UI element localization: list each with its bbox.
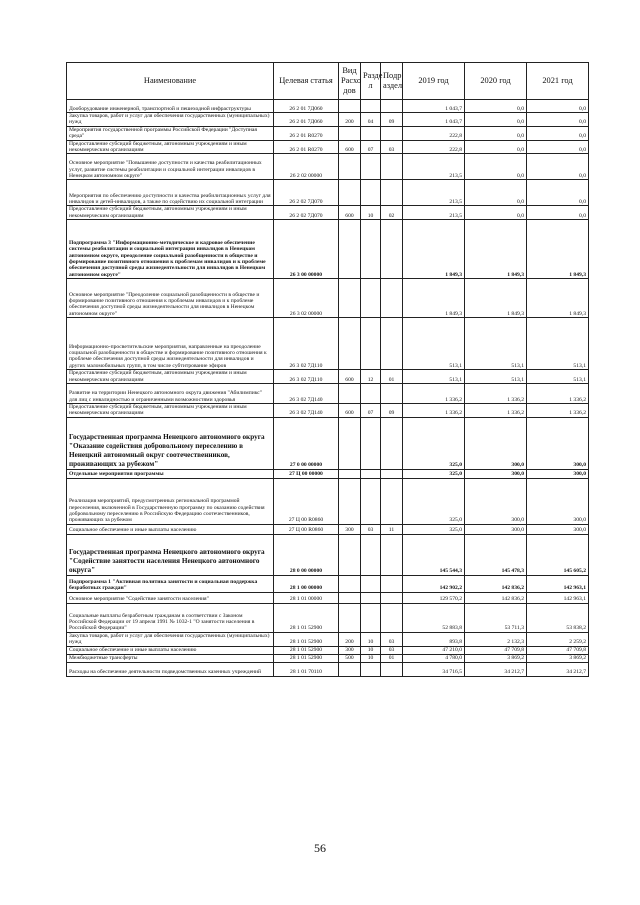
cell-vid: 600 xyxy=(339,140,361,154)
cell-y2021: 0,0 xyxy=(527,140,589,154)
table-row xyxy=(67,662,589,676)
cell-name: Предоставление субсидий бюджетным, автономным учреждениям и иным некоммерческим организациям xyxy=(67,206,274,220)
cell-vid xyxy=(339,592,361,603)
cell-y2021: 1 336,2 xyxy=(527,384,589,404)
table-row xyxy=(67,646,589,654)
cell-y2021: 34 212,7 xyxy=(527,662,589,676)
cell-razdel: 03 xyxy=(361,524,381,534)
cell-podrazdel xyxy=(381,318,403,370)
cell-podrazdel xyxy=(381,154,403,180)
cell-vid xyxy=(339,534,361,575)
table-row xyxy=(67,113,589,127)
cell-razdel xyxy=(361,126,381,140)
cell-razdel: 04 xyxy=(361,113,381,127)
cell-vid: 500 xyxy=(339,654,361,662)
cell-code: 26 2 01 7Д060 xyxy=(274,113,339,127)
table-row xyxy=(67,370,589,384)
cell-name: Закупка товаров, работ и услуг для обеспечения государственных (муниципальных) нужд xyxy=(67,113,274,127)
cell-code: 26 2 02 7Д070 xyxy=(274,206,339,220)
cell-name: Мероприятия государственной программы Российской Федерации "Доступная среда" xyxy=(67,126,274,140)
cell-code: 26 3 02 7Д140 xyxy=(274,384,339,404)
cell-code: 26 2 02 00000 xyxy=(274,154,339,180)
table-row xyxy=(67,126,589,140)
cell-razdel xyxy=(361,534,381,575)
cell-y2021: 300,0 xyxy=(527,469,589,478)
cell-code: 28 1 01 52900 xyxy=(274,654,339,662)
cell-podrazdel xyxy=(381,180,403,206)
cell-name: Основное мероприятие "Преодоление социальной разобщенности в обществе и формирование позитивного отношения к проблемам инвалидов и к проблеме обеспечения доступной среды жизнедеятельности для инвалидов в Ненецком автономном округе" xyxy=(67,279,274,318)
cell-y2019: 1 336,2 xyxy=(403,384,465,404)
table-row xyxy=(67,654,589,662)
cell-podrazdel: 02 xyxy=(381,206,403,220)
cell-vid: 200 xyxy=(339,632,361,646)
table-row xyxy=(67,318,589,370)
cell-name: Отдельные мероприятия программы xyxy=(67,469,274,478)
cell-y2019: 513,1 xyxy=(403,370,465,384)
cell-vid xyxy=(339,220,361,279)
cell-name: Дооборудование инженерной, транспортной и пешеходной инфраструктуры xyxy=(67,100,274,113)
cell-razdel xyxy=(361,100,381,113)
cell-y2019: 325,0 xyxy=(403,417,465,469)
cell-y2020: 34 212,7 xyxy=(465,662,527,676)
cell-y2020: 0,0 xyxy=(465,180,527,206)
table-row xyxy=(67,632,589,646)
cell-vid xyxy=(339,180,361,206)
cell-y2021: 0,0 xyxy=(527,206,589,220)
cell-podrazdel xyxy=(381,126,403,140)
cell-name: Закупка товаров, работ и услуг для обеспечения государственных (муниципальных) нужд xyxy=(67,632,274,646)
table-row xyxy=(67,524,589,534)
cell-vid: 600 xyxy=(339,370,361,384)
cell-code: 26 3 00 00000 xyxy=(274,220,339,279)
cell-y2021: 300,0 xyxy=(527,478,589,524)
cell-y2019: 1 849,3 xyxy=(403,279,465,318)
cell-name: Межбюджетные трансферты xyxy=(67,654,274,662)
cell-y2021: 0,0 xyxy=(527,180,589,206)
cell-podrazdel xyxy=(381,279,403,318)
table-row xyxy=(67,154,589,180)
cell-name: Предоставление субсидий бюджетным, автономным учреждениям и иным некоммерческим организациям xyxy=(67,370,274,384)
cell-podrazdel xyxy=(381,100,403,113)
cell-vid xyxy=(339,154,361,180)
cell-razdel xyxy=(361,469,381,478)
cell-y2019: 213,5 xyxy=(403,206,465,220)
cell-y2021: 53 838,2 xyxy=(527,603,589,632)
cell-y2020: 142 836,2 xyxy=(465,592,527,603)
cell-razdel: 07 xyxy=(361,140,381,154)
cell-podrazdel xyxy=(381,384,403,404)
cell-y2020: 300,0 xyxy=(465,417,527,469)
cell-y2019: 513,1 xyxy=(403,318,465,370)
cell-code: 27 Ц 00 00000 xyxy=(274,469,339,478)
cell-y2019: 1 043,7 xyxy=(403,113,465,127)
cell-y2019: 4 780,0 xyxy=(403,654,465,662)
cell-y2021: 3 869,2 xyxy=(527,654,589,662)
cell-vid: 300 xyxy=(339,524,361,534)
cell-razdel: 10 xyxy=(361,206,381,220)
cell-y2021: 0,0 xyxy=(527,154,589,180)
cell-vid xyxy=(339,575,361,592)
cell-code: 26 3 02 7Д110 xyxy=(274,318,339,370)
cell-code: 26 2 01 R0270 xyxy=(274,140,339,154)
cell-razdel: 10 xyxy=(361,654,381,662)
cell-y2019: 213,5 xyxy=(403,154,465,180)
cell-y2021: 300,0 xyxy=(527,524,589,534)
cell-y2021: 0,0 xyxy=(527,126,589,140)
cell-vid xyxy=(339,279,361,318)
cell-razdel: 07 xyxy=(361,404,381,418)
cell-razdel xyxy=(361,154,381,180)
cell-y2020: 142 836,2 xyxy=(465,575,527,592)
cell-y2019: 47 210,0 xyxy=(403,646,465,654)
cell-podrazdel: 11 xyxy=(381,524,403,534)
cell-y2019: 222,8 xyxy=(403,140,465,154)
cell-code: 28 1 01 52900 xyxy=(274,603,339,632)
cell-y2021: 47 709,8 xyxy=(527,646,589,654)
cell-y2019: 213,5 xyxy=(403,180,465,206)
header-section: Разде л xyxy=(361,63,381,100)
cell-podrazdel xyxy=(381,469,403,478)
cell-y2020: 0,0 xyxy=(465,154,527,180)
cell-y2021: 1 849,3 xyxy=(527,279,589,318)
cell-y2021: 1 849,3 xyxy=(527,220,589,279)
cell-podrazdel xyxy=(381,478,403,524)
cell-name: Предоставление субсидий бюджетным, автономным учреждениям и иным некоммерческим организациям xyxy=(67,140,274,154)
cell-vid xyxy=(339,478,361,524)
cell-y2019: 145 544,3 xyxy=(403,534,465,575)
cell-razdel: 10 xyxy=(361,646,381,654)
cell-y2021: 145 605,2 xyxy=(527,534,589,575)
cell-razdel xyxy=(361,417,381,469)
cell-y2020: 0,0 xyxy=(465,126,527,140)
cell-y2021: 1 336,2 xyxy=(527,404,589,418)
table-row xyxy=(67,417,589,469)
cell-y2021: 300,0 xyxy=(527,417,589,469)
cell-razdel xyxy=(361,220,381,279)
table-row xyxy=(67,206,589,220)
cell-name: Социальное обеспечение и иные выплаты населению xyxy=(67,646,274,654)
table-row xyxy=(67,603,589,632)
cell-y2021: 0,0 xyxy=(527,100,589,113)
cell-code: 26 2 02 7Д070 xyxy=(274,180,339,206)
table-row xyxy=(67,220,589,279)
cell-name: Подпрограмма 3 "Информационно-методическое и кадровое обеспечение системы реабилитации и социальной интеграции инвалидов в Ненецком автономном округе, преодоление социальной разобщенности в обществе и формирование позитивного отношения к проблемам инвалидов и к проблеме обеспечения доступной среды жизнедеятельности для инвалидов в Ненецком автономном округе" xyxy=(67,220,274,279)
cell-code: 27 0 00 00000 xyxy=(274,417,339,469)
cell-y2020: 1 336,2 xyxy=(465,404,527,418)
cell-y2020: 53 711,3 xyxy=(465,603,527,632)
cell-name: Основное мероприятие "Повышение доступности и качества реабилитационных услуг, развитие системы реабилитации и социальной интеграции инвалидов в Ненецком автономном округе" xyxy=(67,154,274,180)
header-expense-type: Вид Расхо дов xyxy=(339,63,361,100)
header-name: Наименование xyxy=(67,63,274,100)
cell-y2021: 513,1 xyxy=(527,318,589,370)
cell-name: Реализация мероприятий, предусмотренных региональной программой переселения, включенной в Государственную программу по оказанию содействия добровольному переселению в Российскую Федерацию соотечественников, проживающих за рубежом xyxy=(67,478,274,524)
cell-y2020: 1 849,3 xyxy=(465,279,527,318)
table-row xyxy=(67,100,589,113)
cell-y2020: 145 478,3 xyxy=(465,534,527,575)
cell-name: Расходы на обеспечение деятельности подведомственных казенных учреждений xyxy=(67,662,274,676)
cell-y2020: 300,0 xyxy=(465,469,527,478)
cell-y2019: 1 336,2 xyxy=(403,404,465,418)
cell-razdel: 12 xyxy=(361,370,381,384)
header-year-2021: 2021 год xyxy=(527,63,589,100)
cell-code: 26 2 01 7Д060 xyxy=(274,100,339,113)
cell-razdel xyxy=(361,603,381,632)
cell-podrazdel: 03 xyxy=(381,140,403,154)
cell-y2020: 513,1 xyxy=(465,370,527,384)
cell-razdel xyxy=(361,318,381,370)
cell-razdel xyxy=(361,662,381,676)
cell-code: 26 3 02 7Д140 xyxy=(274,404,339,418)
cell-podrazdel xyxy=(381,662,403,676)
cell-code: 28 1 01 52900 xyxy=(274,646,339,654)
cell-podrazdel: 03 xyxy=(381,632,403,646)
cell-code: 26 2 01 R0270 xyxy=(274,126,339,140)
cell-y2019: 325,0 xyxy=(403,478,465,524)
cell-podrazdel xyxy=(381,220,403,279)
cell-code: 27 Ц 00 R0860 xyxy=(274,524,339,534)
cell-y2020: 3 869,2 xyxy=(465,654,527,662)
cell-podrazdel: 09 xyxy=(381,113,403,127)
cell-y2020: 0,0 xyxy=(465,140,527,154)
cell-razdel xyxy=(361,592,381,603)
cell-razdel xyxy=(361,180,381,206)
cell-y2019: 325,0 xyxy=(403,524,465,534)
cell-vid: 600 xyxy=(339,404,361,418)
cell-vid xyxy=(339,100,361,113)
cell-name: Информационно-просветительские мероприятия, направленные на преодоление социальной разобщенности в обществе и формирование позитивного отношения к проблеме обеспечения доступной среды жизнедеятельности для инвалидов и других маломобильных групп, в том числе субтитрование эфиров xyxy=(67,318,274,370)
cell-y2019: 142 902,2 xyxy=(403,575,465,592)
cell-name: Подпрограмма 1 "Активная политика занятости и социальная поддержка безработных граждан" xyxy=(67,575,274,592)
cell-y2019: 52 883,8 xyxy=(403,603,465,632)
table-row xyxy=(67,180,589,206)
cell-y2019: 1 043,7 xyxy=(403,100,465,113)
cell-razdel: 10 xyxy=(361,632,381,646)
cell-name: Социальное обеспечение и иные выплаты населению xyxy=(67,524,274,534)
cell-code: 28 1 01 52900 xyxy=(274,632,339,646)
cell-y2019: 222,8 xyxy=(403,126,465,140)
cell-razdel xyxy=(361,478,381,524)
cell-name: Государственная программа Ненецкого автономного округа "Содействие занятости населения Ненецкого автономного округа" xyxy=(67,534,274,575)
cell-vid xyxy=(339,126,361,140)
table-row xyxy=(67,575,589,592)
cell-code: 28 1 01 00000 xyxy=(274,592,339,603)
header-target-article: Целевая статья xyxy=(274,63,339,100)
table-row xyxy=(67,384,589,404)
cell-y2019: 893,8 xyxy=(403,632,465,646)
table-row xyxy=(67,478,589,524)
cell-y2020: 1 849,3 xyxy=(465,220,527,279)
cell-podrazdel: 09 xyxy=(381,404,403,418)
cell-name: Государственная программа Ненецкого автономного округа "Оказание содействия добровольному переселению в Ненецкий автономный округ соотечественников, проживающих за рубежом" xyxy=(67,417,274,469)
table-row xyxy=(67,592,589,603)
cell-vid xyxy=(339,384,361,404)
cell-vid: 200 xyxy=(339,113,361,127)
cell-y2019: 34 716,5 xyxy=(403,662,465,676)
table-row xyxy=(67,469,589,478)
cell-vid: 300 xyxy=(339,646,361,654)
cell-y2020: 2 132,3 xyxy=(465,632,527,646)
cell-name: Предоставление субсидий бюджетным, автономным учреждениям и иным некоммерческим организациям xyxy=(67,404,274,418)
cell-y2020: 0,0 xyxy=(465,100,527,113)
cell-podrazdel: 01 xyxy=(381,370,403,384)
cell-vid: 600 xyxy=(339,206,361,220)
table-row xyxy=(67,404,589,418)
table-row xyxy=(67,279,589,318)
cell-y2021: 2 259,2 xyxy=(527,632,589,646)
cell-podrazdel xyxy=(381,417,403,469)
cell-y2019: 129 570,2 xyxy=(403,592,465,603)
header-year-2019: 2019 год xyxy=(403,63,465,100)
budget-table xyxy=(66,62,589,677)
cell-vid xyxy=(339,318,361,370)
cell-name: Развитие на территории Ненецкого автономного округа движения "Абилимпикс" для лиц с инвалидностью и ограниченными возможностями здоровья xyxy=(67,384,274,404)
cell-y2020: 0,0 xyxy=(465,113,527,127)
cell-podrazdel xyxy=(381,603,403,632)
cell-podrazdel xyxy=(381,575,403,592)
cell-name: Мероприятия по обеспечению доступности и качества реабилитационных услуг для инвалидов и детей-инвалидов, а также по содействию их социальной интеграции xyxy=(67,180,274,206)
cell-y2020: 0,0 xyxy=(465,206,527,220)
cell-vid xyxy=(339,603,361,632)
table-header-row xyxy=(67,63,589,100)
cell-name: Основное мероприятие "Содействие занятости населения" xyxy=(67,592,274,603)
cell-podrazdel xyxy=(381,534,403,575)
cell-code: 27 Ц 00 R0860 xyxy=(274,478,339,524)
cell-y2021: 513,1 xyxy=(527,370,589,384)
cell-y2020: 300,0 xyxy=(465,478,527,524)
cell-podrazdel: 01 xyxy=(381,654,403,662)
cell-y2021: 142 963,1 xyxy=(527,575,589,592)
cell-code: 26 3 02 00000 xyxy=(274,279,339,318)
cell-y2021: 142 963,1 xyxy=(527,592,589,603)
cell-y2020: 513,1 xyxy=(465,318,527,370)
cell-code: 28 1 01 70110 xyxy=(274,662,339,676)
cell-code: 26 3 02 7Д110 xyxy=(274,370,339,384)
table-row xyxy=(67,534,589,575)
cell-razdel xyxy=(361,575,381,592)
cell-podrazdel xyxy=(381,592,403,603)
cell-vid xyxy=(339,469,361,478)
cell-y2021: 0,0 xyxy=(527,113,589,127)
cell-vid xyxy=(339,662,361,676)
cell-code: 28 1 00 00000 xyxy=(274,575,339,592)
page-number: 56 xyxy=(314,841,326,855)
cell-podrazdel: 03 xyxy=(381,646,403,654)
cell-code: 28 0 00 00000 xyxy=(274,534,339,575)
cell-name: Социальные выплаты безработным гражданам в соответствии с Законом Российской Федерации от 19 апреля 1991 № 1032-1 "О занятости населения в Российской Федерации" xyxy=(67,603,274,632)
cell-y2020: 300,0 xyxy=(465,524,527,534)
header-subsection: Подр аздел xyxy=(381,63,403,100)
cell-razdel xyxy=(361,279,381,318)
cell-vid xyxy=(339,417,361,469)
header-year-2020: 2020 год xyxy=(465,63,527,100)
cell-y2020: 47 709,8 xyxy=(465,646,527,654)
cell-y2020: 1 336,2 xyxy=(465,384,527,404)
cell-y2019: 325,0 xyxy=(403,469,465,478)
cell-y2019: 1 849,3 xyxy=(403,220,465,279)
cell-razdel xyxy=(361,384,381,404)
table-row xyxy=(67,140,589,154)
